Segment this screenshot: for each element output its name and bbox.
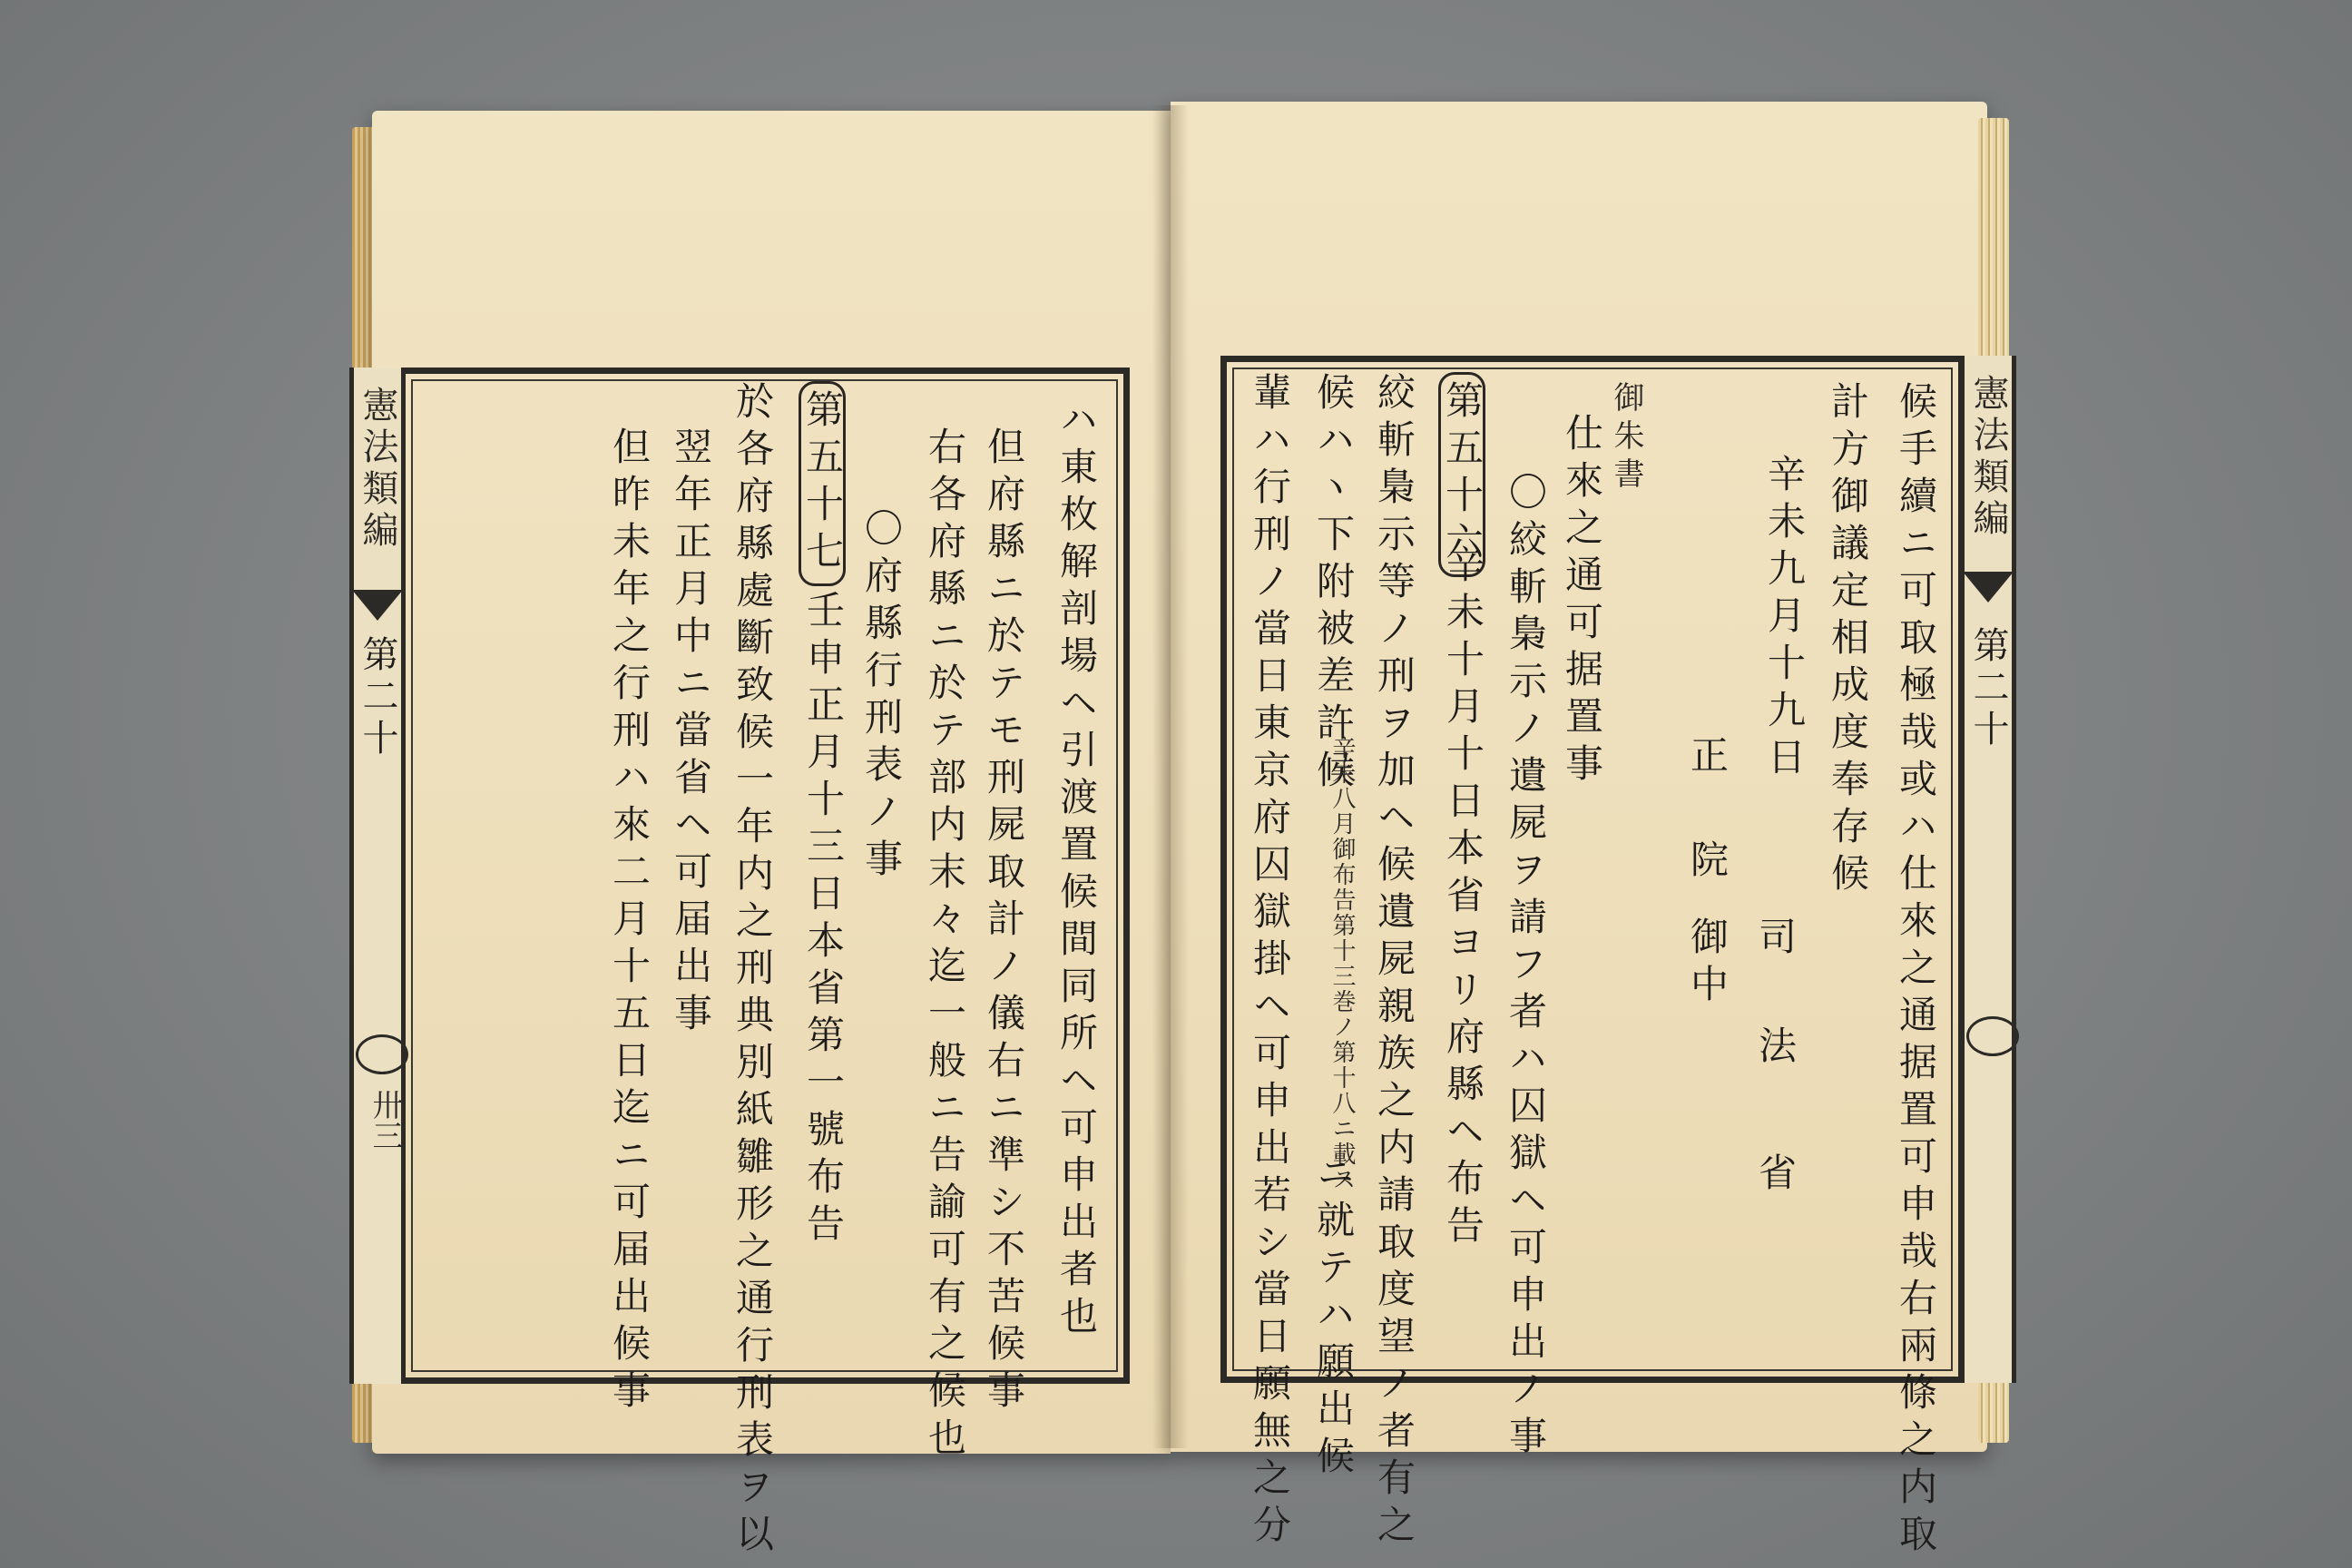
left-col-6: 壬申正月十三日本省第一號布告 xyxy=(801,590,846,1250)
right-sender-3: 御中 xyxy=(1685,916,1730,1011)
left-spine-strip xyxy=(349,368,406,1384)
left-fish-tail-mark xyxy=(352,590,403,621)
left-ring-mark xyxy=(356,1034,408,1074)
left-col-3: 右各府縣ニ於テ部内末々迄一般ニ告諭可有之候也 xyxy=(923,426,967,1465)
right-col-body-2a: 候ハヽ下附被差許候 xyxy=(1311,372,1356,797)
left-col-4: 〇府縣行刑表ノ事 xyxy=(859,508,904,886)
right-col-body-3: 輩ハ行刑ノ當日東京府囚獄掛ヘ可申出若シ當日願無之分 xyxy=(1248,372,1292,1552)
left-spine-volume: 第二十 xyxy=(357,635,398,760)
right-sender-2: 院 xyxy=(1685,839,1730,887)
left-col-2: 但府縣ニ於テモ刑屍取計ノ儀右ニ準シ不苦候事 xyxy=(982,426,1026,1417)
right-col-heading: 〇絞斬梟示ノ遺屍ヲ請フ者ハ囚獄ヘ可申出ノ事 xyxy=(1504,472,1548,1463)
right-col-1: 候手續ニ可取極哉或ハ仕來之通据置可申哉右兩條之内取 xyxy=(1894,381,1938,1561)
right-spine-strip xyxy=(1960,356,2016,1383)
right-col-2: 計方御議定相成度奉存候 xyxy=(1826,381,1870,900)
right-col-vermilion-note: 仕來之通可据置事 xyxy=(1560,413,1604,790)
right-date: 辛未九月十九日 xyxy=(1762,454,1807,784)
left-col-7: 於各府縣處斷致候一年内之刑典別紙雛形之通行刑表ヲ以 xyxy=(730,381,775,1561)
right-ministry-2: 法 xyxy=(1753,1025,1798,1073)
right-col-date: 辛未十月十日本省ヨリ府縣ヘ布告 xyxy=(1441,544,1485,1252)
right-ministry-3: 省 xyxy=(1753,1152,1798,1200)
left-article-number: 第五十七 xyxy=(799,381,846,586)
left-col-1: ハ東枚解剖場ヘ引渡置候間同所ヘ可申出者也 xyxy=(1054,399,1099,1343)
right-spine-title: 憲法類編 xyxy=(1967,374,2009,541)
right-ring-mark xyxy=(1966,1016,2019,1056)
right-ministry-1: 司 xyxy=(1753,916,1798,964)
right-spine-volume: 第二十 xyxy=(1967,626,2009,751)
right-vermilion-note-label: 御朱書 xyxy=(1608,381,1644,495)
right-fish-tail-mark xyxy=(1963,572,2014,603)
right-col-body-2b: ニ就テハ願出候 xyxy=(1311,1152,1356,1483)
left-spine-title: 憲法類編 xyxy=(357,386,398,553)
left-col-8: 翌年正月中ニ當省ヘ可届出事 xyxy=(669,426,713,1040)
right-col-interlinear-note: 辛未八月御布告第十三巻ノ第十八ニ載ス xyxy=(1328,735,1356,1192)
right-sender-1: 正 xyxy=(1685,735,1730,782)
right-col-body-1: 絞斬梟示等ノ刑ヲ加ヘ候遺屍親族之内請取度望ノ者有之 xyxy=(1372,372,1416,1552)
left-col-9: 但昨未年之行刑ハ來二月十五日迄ニ可届出候事 xyxy=(607,426,652,1417)
left-page-number: 卅三 xyxy=(367,1089,403,1151)
right-article-number: 第五十六 xyxy=(1438,372,1485,577)
book-gutter xyxy=(1152,105,1189,1448)
